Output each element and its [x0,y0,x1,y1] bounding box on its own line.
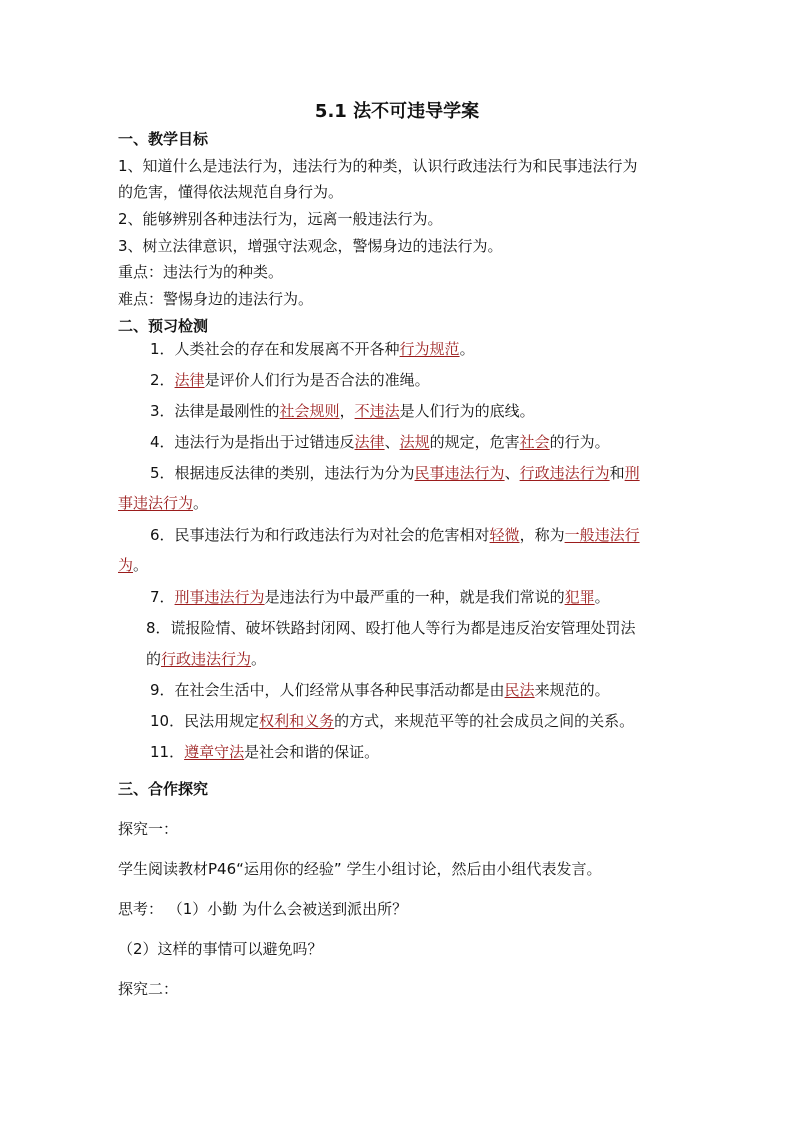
question-text: 。 [459,340,475,358]
objective-1-line-2: 的危害，懂得依法规范自身行为。 [118,183,344,201]
question-6-line-2 [118,554,148,576]
think-question-1: 思考： （1）小勤 为什么会被送到派出所？ [118,900,408,918]
answer-blank: 刑事违法行为 [174,588,265,606]
section-heading-preview: 二、预习检测 [118,317,209,335]
question-text: 是社会和谐的保证。 [244,743,380,761]
answer-blank: 犯罪 [564,588,595,606]
answer-blank: 法律 [174,371,205,389]
answer-blank: 事违法行为 [118,494,194,512]
question-text: ，称为 [519,526,565,544]
question-3 [150,400,535,422]
section-heading-objectives: 一、教学目标 [118,130,209,148]
question-10 [150,710,634,732]
key-point: 重点：违法行为的种类。 [118,263,284,281]
question-5-line-2 [118,492,208,514]
question-7 [150,586,610,608]
question-text: 3．法律是最刚性的 [150,402,280,420]
question-text: 。 [193,494,209,512]
answer-blank: 行为规范 [399,340,460,358]
answer-blank: 法规 [399,433,430,451]
difficulty-point: 难点：警惕身边的违法行为。 [118,290,314,308]
answer-blank: 为 [118,556,134,574]
question-text: 6．民事违法行为和行政违法行为对社会的危害相对 [150,526,490,544]
question-6-line-1 [150,524,640,546]
question-8-line-1: 8．谎报险情、破坏铁路封闭网、殴打他人等行为都是违反治安管理处罚法 [146,619,636,637]
question-text: 。 [133,556,149,574]
document-title: 5.1 法不可违导学案 [314,101,480,122]
question-text: 是人们行为的底线。 [399,402,535,420]
question-text: 9．在社会生活中，人们经常从事各种民事活动都是由 [150,681,505,699]
question-text: 7． [150,588,175,606]
objective-3: 3、树立法律意识，增强守法观念，警惕身边的违法行为。 [118,237,503,255]
answer-blank: 社会规则 [279,402,340,420]
question-text: 的方式，来规范平等的社会成员之间的关系。 [334,712,635,730]
question-2 [150,369,430,391]
objective-1-line-1: 1、知道什么是违法行为，违法行为的种类，认识行政违法行为和民事违法行为 [118,157,638,175]
answer-blank: 民事违法行为 [414,464,505,482]
section-heading-inquiry: 三、合作探究 [118,780,209,798]
question-text: 4．违法行为是指出于过错违反 [150,433,355,451]
answer-blank: 民法 [504,681,535,699]
question-text: 和 [609,464,625,482]
answer-blank: 不违法 [354,402,400,420]
answer-blank: 行政违法行为 [161,650,252,668]
inquiry-1-label: 探究一： [118,820,179,838]
question-text: 5．根据违反法律的类别，违法行为分为 [150,464,415,482]
inquiry-2-label: 探究二： [118,980,179,998]
question-text: 的行为。 [549,433,610,451]
question-text: 来规范的。 [534,681,610,699]
answer-blank: 刑 [624,464,640,482]
answer-blank: 遵章守法 [184,743,245,761]
answer-blank: 轻微 [489,526,520,544]
reading-instruction: 学生阅读教材P46“运用你的经验” 学生小组讨论，然后由小组代表发言。 [118,860,602,878]
think-question-2: （2）这样的事情可以避免吗？ [118,940,323,958]
question-text: 的规定，危害 [429,433,520,451]
question-text: 11． [150,743,185,761]
question-8-line-2 [146,648,266,670]
answer-blank: 一般违法行 [564,526,640,544]
question-1 [150,338,475,360]
answer-blank: 社会 [519,433,550,451]
answer-blank: 权利和义务 [259,712,335,730]
question-text: 2． [150,371,175,389]
question-4 [150,431,610,453]
answer-blank: 法律 [354,433,385,451]
question-11 [150,741,379,763]
question-text: 。 [251,650,267,668]
question-text: 的 [146,650,162,668]
question-text: 10．民法用规定 [150,712,260,730]
question-text: 1．人类社会的存在和发展离不开各种 [150,340,400,358]
objective-2: 2、能够辨别各种违法行为，远离一般违法行为。 [118,210,443,228]
question-text: 、 [504,464,520,482]
question-text: 是评价人们行为是否合法的准绳。 [204,371,430,389]
question-text: 、 [384,433,400,451]
answer-blank: 行政违法行为 [519,464,610,482]
question-text: ， [339,402,355,420]
question-5-line-1 [150,462,640,484]
question-text: 是违法行为中最严重的一种，就是我们常说的 [264,588,565,606]
question-text: 。 [594,588,610,606]
question-9 [150,679,610,701]
